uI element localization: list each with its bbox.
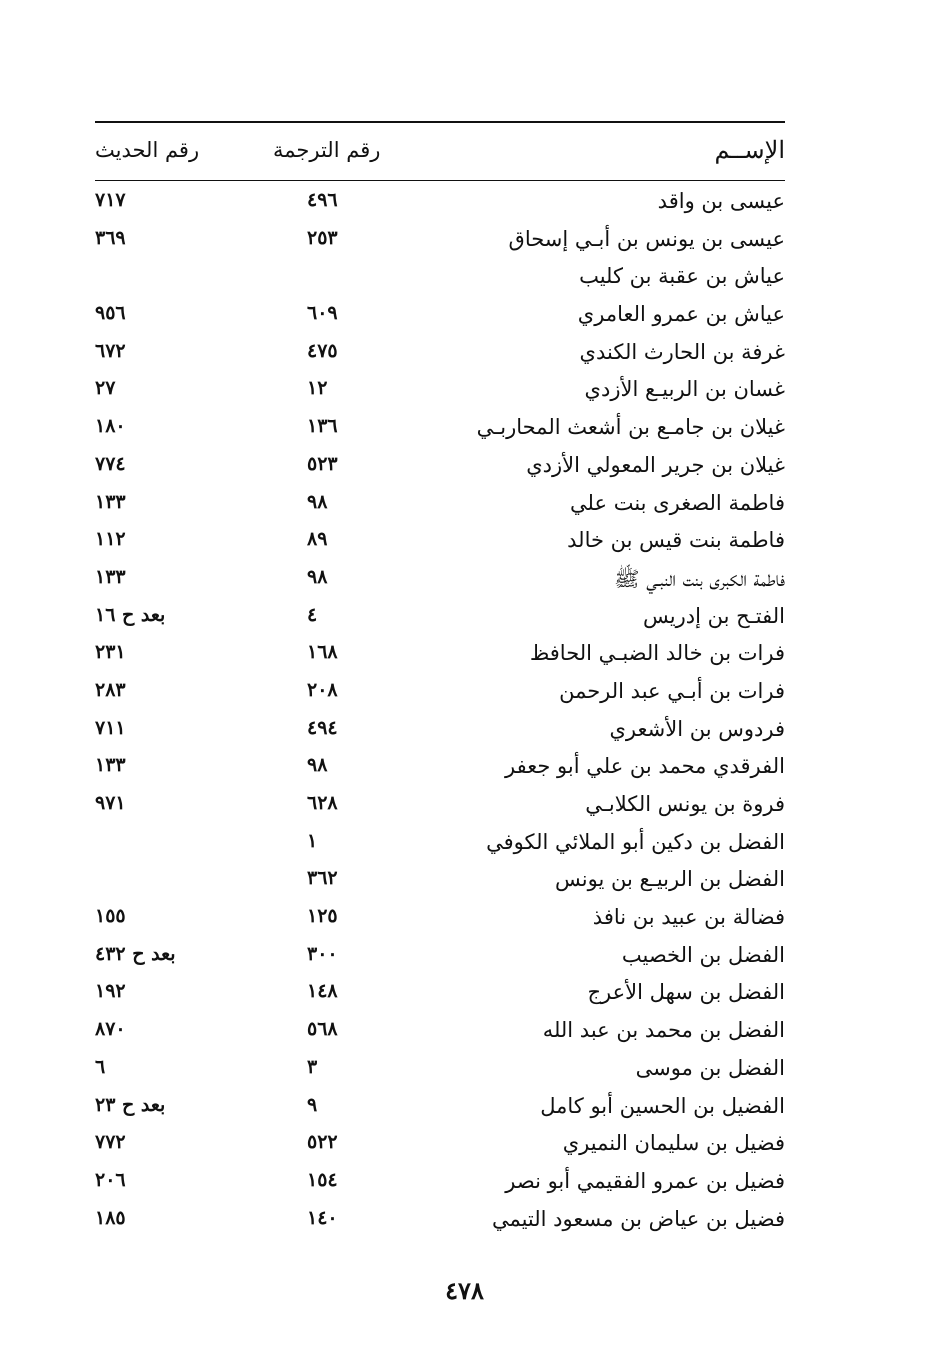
entry-hadith-number: ٢٧ — [95, 377, 116, 400]
table-row — [95, 1015, 785, 1053]
entry-translation-number: ٩٨ — [307, 754, 328, 777]
entry-hadith-number: ٧١١ — [95, 716, 126, 739]
index-table-body — [95, 186, 785, 1241]
entry-name: غيلان بن جامـع بن أشعث المحاربـي — [476, 415, 785, 440]
entry-name: غيلان بن جرير المعولي الأزدي — [526, 452, 785, 477]
entry-translation-number: ٢٠٨ — [307, 678, 338, 701]
entry-name: الفضل بن الربيـع بن يونس — [555, 867, 785, 892]
table-row — [95, 714, 785, 752]
entry-name: فضالة بن عبيد بن نافذ — [592, 905, 785, 930]
entry-name: الفضل بن محمد بن عبد الله — [542, 1018, 785, 1043]
entry-name: فاطمة بنت قيس بن خالد — [567, 528, 785, 553]
header-rule — [95, 180, 785, 181]
entry-translation-number: ٥٦٨ — [307, 1018, 338, 1041]
table-row — [95, 374, 785, 412]
entry-translation-number: ٩٨ — [307, 490, 328, 513]
entry-translation-number: ١٥٤ — [307, 1168, 338, 1191]
table-row — [95, 261, 785, 299]
entry-translation-number: ٤ — [307, 603, 318, 626]
entry-hadith-number: ٧٧٢ — [95, 1131, 126, 1154]
entry-name: فروة بن يونس الكلابـي — [585, 792, 785, 816]
table-row — [95, 1053, 785, 1091]
entry-translation-number: ٣ — [307, 1055, 318, 1078]
header-translation-number: رقم الترجمة — [273, 138, 381, 162]
entry-name: الفضيل بن الحسين أبو كامل — [540, 1093, 785, 1118]
entry-name: الفضل بن موسى — [635, 1055, 785, 1080]
entry-name: فاطمة الصغرى بنت علي — [570, 490, 785, 515]
entry-translation-number: ١٤٠ — [307, 1206, 338, 1229]
entry-translation-number: ٩٨ — [307, 565, 328, 588]
entry-hadith-number: ٩٥٦ — [95, 302, 126, 325]
entry-hadith-number: بعد ح ٢٣ — [95, 1093, 166, 1116]
table-row — [95, 1128, 785, 1166]
table-row — [95, 977, 785, 1015]
entry-name: الفرقدي محمد بن علي أبو جعفر — [505, 754, 785, 779]
entry-hadith-number: ١٨٠ — [95, 415, 126, 438]
entry-name: الفضل بن الخصيب — [621, 942, 785, 967]
header-hadith-number: رقم الحديث — [95, 138, 200, 162]
entry-translation-number: ١٢ — [307, 377, 328, 400]
entry-translation-number: ٩ — [307, 1093, 318, 1116]
entry-hadith-number: ٦٧٢ — [95, 339, 126, 362]
entry-hadith-number: ١٣٣ — [95, 754, 126, 777]
entry-hadith-number: ٩٧١ — [95, 792, 126, 814]
entry-translation-number: ١٢٥ — [307, 905, 338, 928]
entry-translation-number: ١٦٨ — [307, 641, 338, 664]
table-row — [95, 940, 785, 978]
table-row — [95, 337, 785, 375]
entry-name: عيسى بن واقد — [657, 189, 785, 213]
entry-hadith-number: ٢٨٣ — [95, 678, 126, 701]
entry-translation-number: ٤٧٥ — [307, 339, 338, 362]
entry-hadith-number: بعد ح ١٦ — [95, 603, 166, 626]
entry-translation-number: ٤٩٤ — [307, 716, 338, 739]
entry-name: الفضل بن سهل الأعرج — [587, 980, 785, 1005]
entry-translation-number: ٣٦٢ — [307, 867, 338, 890]
entry-name: فردوس بن الأشعري — [609, 716, 785, 741]
table-row — [95, 224, 785, 262]
top-rule — [95, 121, 785, 123]
table-row — [95, 1204, 785, 1242]
entry-name: فرات بن خالد الضبـي الحافظ — [529, 641, 785, 666]
entry-translation-number: ٨٩ — [307, 528, 328, 551]
entry-name: عياش بن عقبة بن كليب — [579, 264, 785, 289]
header-name: الإســم — [714, 136, 785, 164]
entry-name: الفتـح بن إدريس — [642, 603, 785, 628]
entry-name: عياش بن عمرو العامري — [577, 302, 785, 327]
entry-translation-number: ١ — [307, 829, 318, 852]
entry-hadith-number: ١٣٣ — [95, 490, 126, 513]
entry-name: فاطمة الكبرى بنت النبـي ﷺ — [614, 566, 785, 591]
table-row — [95, 412, 785, 450]
entry-translation-number: ٥٢٣ — [307, 452, 338, 475]
table-row — [95, 563, 785, 601]
table-row — [95, 827, 785, 865]
entry-hadith-number: ٣٦٩ — [95, 226, 126, 249]
table-row — [95, 1166, 785, 1204]
entry-hadith-number: ٨٧٠ — [95, 1018, 126, 1041]
entry-name: عيسى بن يونس بن أبـي إسحاق — [508, 226, 785, 251]
table-row — [95, 299, 785, 337]
entry-name: فضيل بن عمرو الفقيمي أبو نصر — [505, 1168, 785, 1193]
entry-hadith-number: ٧٧٤ — [95, 452, 126, 475]
table-row — [95, 638, 785, 676]
table-row — [95, 751, 785, 789]
table-row — [95, 186, 785, 224]
entry-name: غرفة بن الحارث الكندي — [579, 339, 785, 364]
table-row — [95, 1091, 785, 1129]
entry-name: فضيل بن عياض بن مسعود التيمي — [491, 1206, 785, 1231]
entry-hadith-number: ١٨٥ — [95, 1206, 126, 1229]
entry-translation-number: ٤٩٦ — [307, 189, 338, 211]
entry-translation-number: ١٣٦ — [307, 415, 338, 438]
entry-translation-number: ٣٠٠ — [307, 942, 338, 965]
table-row — [95, 902, 785, 940]
entry-hadith-number: ١٥٥ — [95, 905, 126, 928]
entry-hadith-number: ١١٢ — [95, 528, 126, 551]
table-row — [95, 789, 785, 827]
entry-name: فضيل بن سليمان النميري — [562, 1131, 785, 1156]
entry-hadith-number: ٢٣١ — [95, 641, 126, 664]
page-number: ٤٧٨ — [445, 1276, 484, 1305]
table-row — [95, 488, 785, 526]
entry-hadith-number: بعد ح ٤٣٢ — [95, 942, 176, 965]
entry-translation-number: ٥٢٢ — [307, 1131, 338, 1154]
entry-name: الفضل بن دكين أبو الملائي الكوفي — [486, 829, 785, 854]
entry-name: غسان بن الربيـع الأزدي — [584, 377, 785, 402]
table-row — [95, 450, 785, 488]
entry-hadith-number: ٦ — [95, 1055, 106, 1078]
entry-translation-number: ١٤٨ — [307, 980, 338, 1003]
table-row — [95, 676, 785, 714]
entry-translation-number: ٢٥٣ — [307, 226, 338, 249]
entry-hadith-number: ١٩٢ — [95, 980, 126, 1003]
entry-translation-number: ٦٢٨ — [307, 792, 338, 814]
table-header — [95, 132, 785, 172]
entry-hadith-number: ٧١٧ — [95, 189, 126, 211]
entry-name: فرات بن أبـي عبد الرحمن — [559, 678, 785, 703]
table-row — [95, 525, 785, 563]
entry-translation-number: ٦٠٩ — [307, 302, 338, 325]
table-row — [95, 601, 785, 639]
table-row — [95, 864, 785, 902]
entry-hadith-number: ٢٠٦ — [95, 1168, 126, 1191]
entry-hadith-number: ١٣٣ — [95, 565, 126, 588]
